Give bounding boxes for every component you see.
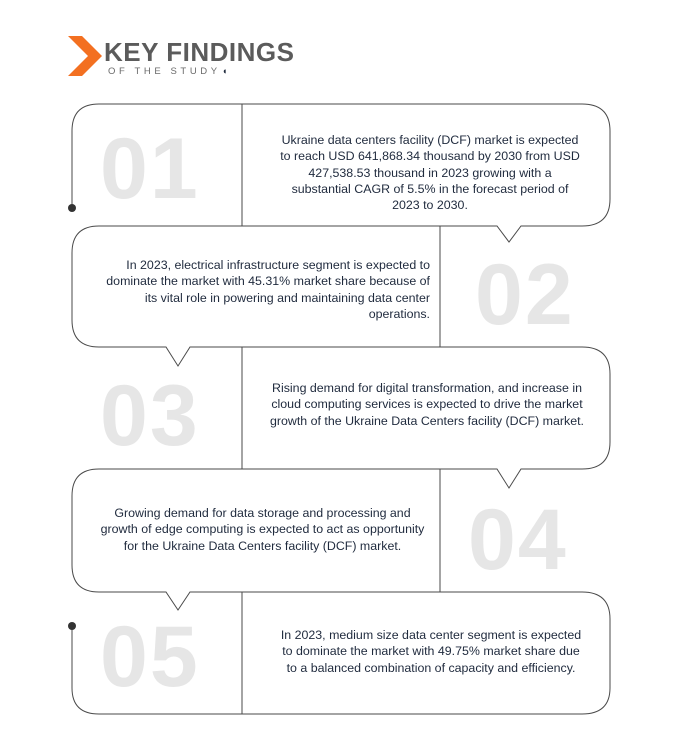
finding-03-number: 03 — [100, 368, 200, 464]
finding-04-number: 04 — [468, 492, 568, 588]
finding-03-text: Rising demand for digital transformation, and increase in cloud computing services is expected to drive the market growth of the Ukraine Data Centers facility (DCF) market. — [270, 381, 584, 428]
finding-01-number: 01 — [100, 121, 200, 217]
finding-02-number: 02 — [475, 247, 575, 343]
page-title: KEY FINDINGS — [104, 37, 295, 67]
finding-01-text: Ukraine data centers facility (DCF) market is expected to reach USD 641,868.34 thousand by 2030 from USD 427,538.53 thousand in 2023 growing with a substantial CAGR of 5.5% in the forecast period of 2023 to 2030. — [280, 133, 580, 213]
page-subtitle: OF THE STUDY◖ — [108, 66, 228, 77]
finding-05-number: 05 — [100, 609, 200, 705]
subtitle-mark-icon: ◖ — [221, 66, 228, 77]
finding-04-text: Growing demand for data storage and processing and growth of edge computing is expected to act as opportunity for the Ukraine Data Centers facility (DCF) market. — [100, 506, 425, 553]
timeline-dot — [68, 204, 76, 212]
timeline-dot — [68, 622, 76, 630]
finding-02-text: In 2023, electrical infrastructure segment is expected to dominate the market with 45.31% market share because of its vital role in powering and maintaining data center operations. — [106, 258, 430, 321]
finding-05-text: In 2023, medium size data center segment is expected to dominate the market with 49.75% market share due to a balanced combination of capacity and efficiency. — [280, 628, 582, 675]
